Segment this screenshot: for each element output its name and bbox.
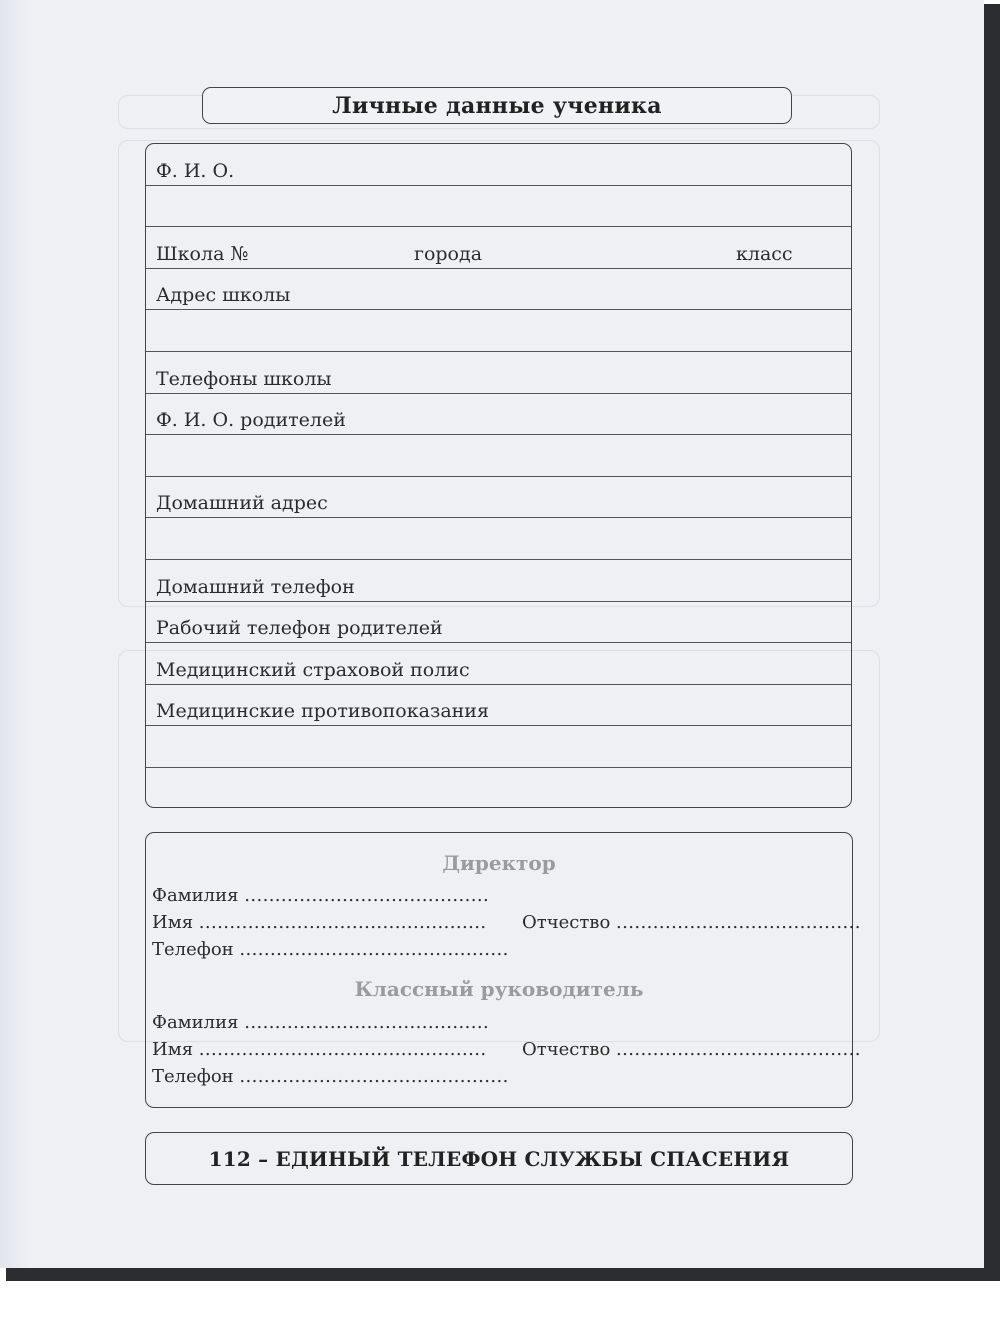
form-row[interactable] (146, 310, 851, 352)
form-row[interactable] (146, 643, 851, 685)
director-surname-label: Фамилия (152, 885, 239, 906)
form-row-label-class: класс (736, 242, 793, 265)
director-phone-line[interactable] (152, 939, 509, 960)
form-row[interactable] (146, 768, 851, 810)
form-row[interactable] (146, 685, 851, 727)
director-patronymic-label: Отчество (522, 912, 611, 933)
form-row[interactable] (146, 518, 851, 560)
fill-dots: ........................................ (244, 885, 490, 906)
form-row[interactable] (146, 186, 851, 228)
contacts-block (145, 832, 861, 1108)
form-row-label: Ф. И. О. родителей (156, 409, 346, 432)
teacher-name-label: Имя (152, 1039, 194, 1060)
form-row[interactable] (146, 602, 851, 644)
form-row-label: Рабочий телефон родителей (156, 617, 443, 640)
form-row[interactable] (146, 394, 851, 436)
form-row-label: Школа № (156, 242, 249, 265)
teacher-patronymic-line[interactable] (522, 1039, 861, 1060)
teacher-name-line[interactable] (152, 1039, 487, 1060)
class-teacher-title: Классный руководитель (354, 977, 644, 1001)
fill-dots: ........................................ (616, 912, 861, 933)
form-row[interactable] (146, 726, 851, 768)
director-title: Директор (442, 851, 556, 875)
fill-dots: ........................................ (616, 1039, 861, 1060)
teacher-surname-label: Фамилия (152, 1012, 239, 1033)
director-name-label: Имя (152, 912, 194, 933)
page-title: Личные данные ученика (202, 87, 792, 124)
form-row-label: Ф. И. О. (156, 159, 235, 182)
form-row-label: Медицинские противопоказания (156, 700, 489, 723)
form-row[interactable] (146, 269, 851, 311)
form-row[interactable] (146, 477, 851, 519)
fill-dots: ............................................ (239, 939, 509, 960)
form-row[interactable] (146, 352, 851, 394)
form-row-label: Медицинский страховой полис (156, 658, 470, 681)
form-row[interactable] (146, 435, 851, 477)
fill-dots: ............................................... (198, 1039, 487, 1060)
form-row-label: Адрес школы (156, 284, 291, 307)
director-patronymic-line[interactable] (522, 912, 861, 933)
form-row-label: Телефоны школы (156, 367, 332, 390)
fill-dots: ............................................ (239, 1066, 509, 1087)
form-row[interactable] (146, 144, 851, 186)
director-phone-label: Телефон (152, 939, 234, 960)
fill-dots: ........................................ (244, 1012, 490, 1033)
teacher-phone-line[interactable] (152, 1066, 509, 1087)
student-data-form (145, 143, 852, 808)
form-row-label-city: города (414, 242, 483, 265)
form-row[interactable] (146, 560, 851, 602)
director-surname-line[interactable] (152, 885, 489, 906)
emergency-phone-banner: 112 – ЕДИНЫЙ ТЕЛЕФОН СЛУЖБЫ СПАСЕНИЯ (145, 1132, 853, 1185)
teacher-surname-line[interactable] (152, 1012, 489, 1033)
form-row-label: Домашний телефон (156, 575, 355, 598)
fill-dots: ............................................... (198, 912, 487, 933)
teacher-patronymic-label: Отчество (522, 1039, 611, 1060)
teacher-phone-label: Телефон (152, 1066, 234, 1087)
director-name-line[interactable] (152, 912, 487, 933)
form-row-label: Домашний адрес (156, 492, 328, 515)
form-row[interactable] (146, 227, 851, 269)
